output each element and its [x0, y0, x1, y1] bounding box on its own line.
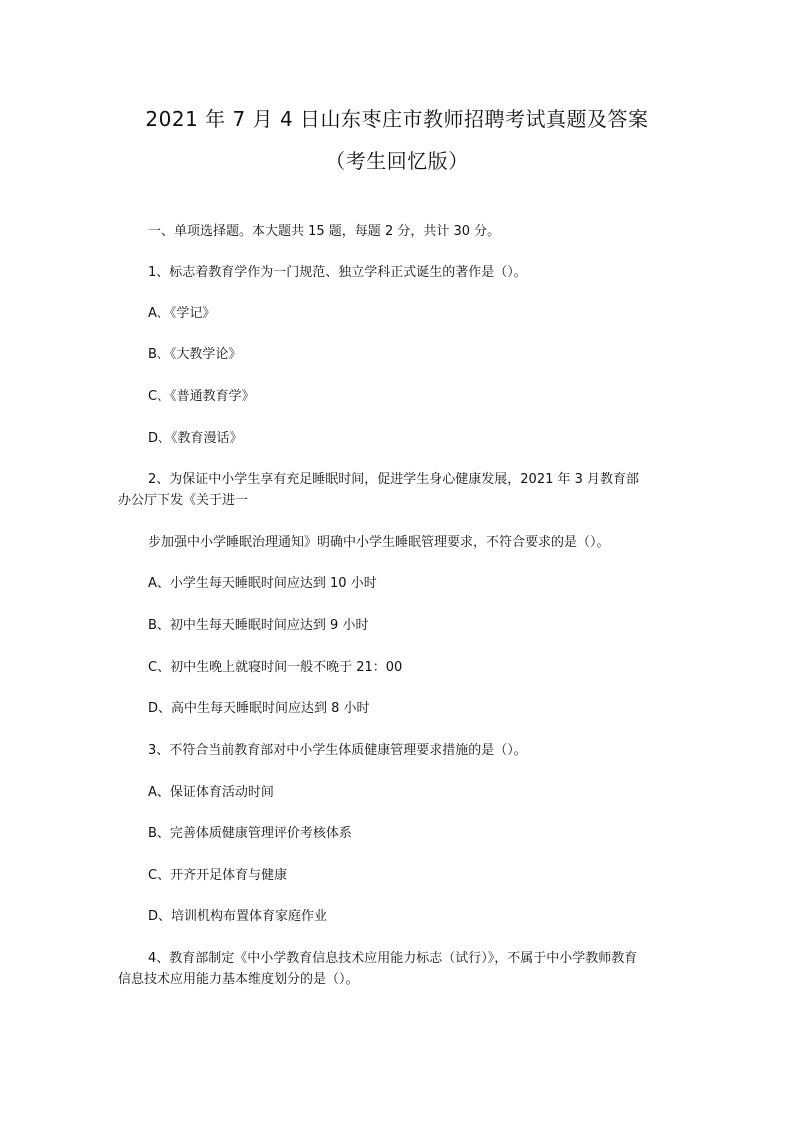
question-3-option-a: A、保证体育活动时间 [148, 785, 274, 800]
question-4-line-2: 信息技术应用能力基本维度划分的是（）。 [118, 972, 359, 987]
question-3: 3、不符合当前教育部对中小学生体质健康管理要求措施的是（）。 [148, 743, 527, 758]
question-4-line-1: 4、教育部制定《中小学教育信息技术应用能力标志（试行）》，不属于中小学教师教育 [148, 951, 638, 966]
question-2-option-d: D、高中生每天睡眠时间应达到 8 小时 [148, 701, 370, 716]
question-1-option-d: D､《教育漫话》 [148, 431, 243, 446]
question-2-option-b: B、初中生每天睡眠时间应达到 9 小时 [148, 618, 369, 633]
question-2-line-3: 步加强中小学睡眠治理通知》明确中小学生睡眠管理要求，不符合要求的是（）。 [148, 535, 610, 550]
question-3-option-d: D、培训机构布置体育家庭作业 [148, 909, 328, 924]
question-2-line-2: 办公厅下发《关于进一 [118, 493, 249, 508]
document-subtitle: （考生回忆版） [325, 149, 469, 173]
question-1-option-b: B､《大教学论》 [148, 347, 242, 362]
question-3-option-b: B、完善体质健康管理评价考核体系 [148, 826, 352, 841]
section-heading: 一、单项选择题。本大题共 15 题，每题 2 分，共计 30 分。 [148, 224, 501, 239]
question-2-option-c: C、初中生晚上就寝时间一般不晚于 21：00 [148, 660, 403, 675]
question-3-option-c: C、开齐开足体育与健康 [148, 868, 288, 883]
question-2-line-1: 2、为保证中小学生享有充足睡眠时间，促进学生身心健康发展，2021 年 3 月教育部 [148, 472, 640, 487]
question-1-option-a: A､《学记》 [148, 306, 216, 321]
question-2-option-a: A、小学生每天睡眠时间应达到 10 小时 [148, 576, 377, 591]
document-title: 2021 年 7 月 4 日山东枣庄市教师招聘考试真题及答案 [145, 107, 649, 131]
question-1-option-c: C､《普通教育学》 [148, 389, 255, 404]
question-1: 1、标志着教育学作为一门规范、独立学科正式诞生的著作是（）。 [148, 265, 527, 280]
